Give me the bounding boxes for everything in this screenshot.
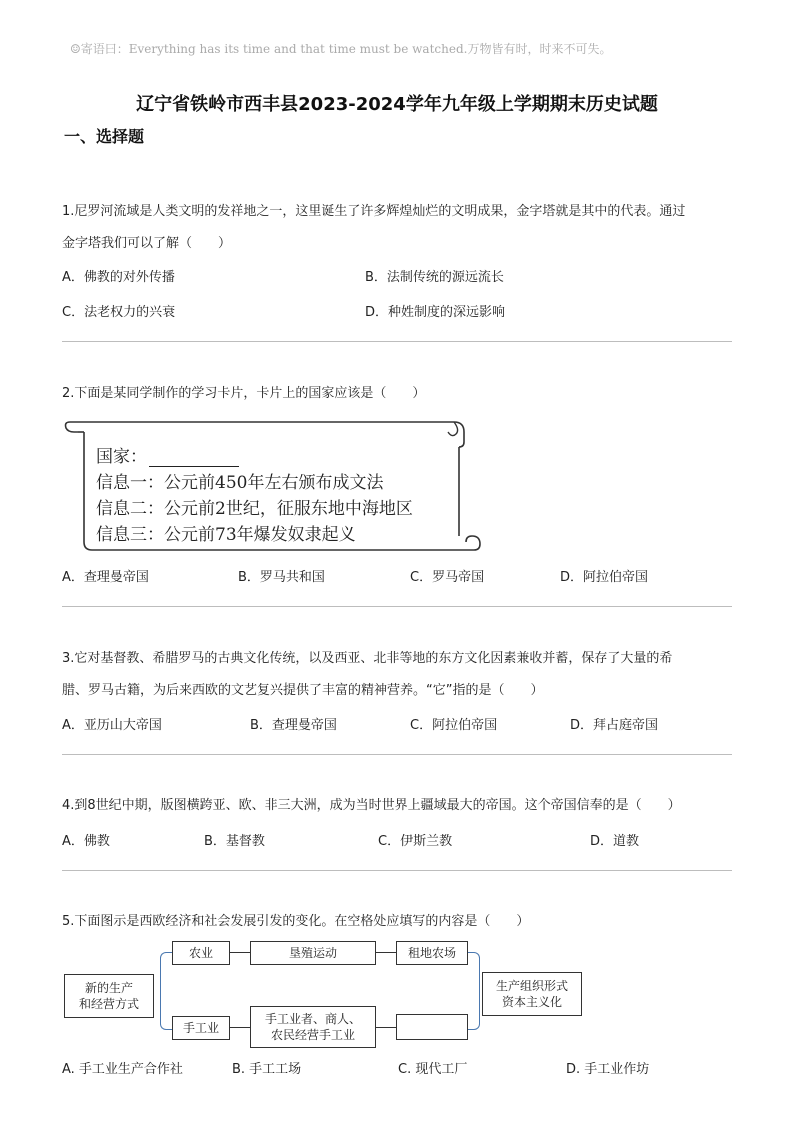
diagram-blank-box[interactable] <box>396 1014 468 1040</box>
q5-option-b[interactable]: B. 手工工场 <box>232 1062 302 1077</box>
divider <box>62 341 732 342</box>
card-country-row <box>96 442 239 467</box>
q5-option-c[interactable]: C. 现代工厂 <box>398 1062 468 1077</box>
q2-option-c[interactable]: C．罗马帝国 <box>410 570 485 585</box>
diagram-agri-box: 农业 <box>172 941 230 965</box>
q1-option-a[interactable]: A．佛教的对外传播 <box>62 270 175 285</box>
question-3-stem <box>62 643 742 707</box>
question-4-stem <box>62 790 742 822</box>
card-country-label: 国家： <box>96 447 147 467</box>
card-info-1: 信息一：公元前450年左右颁布成文法 <box>96 473 384 493</box>
diagram-craft-box: 手工业 <box>172 1016 230 1040</box>
connector <box>376 952 396 953</box>
left-bracket <box>160 952 172 1030</box>
question-1-line2: 金字塔我们可以了解（ ） <box>62 236 232 251</box>
q4-option-d[interactable]: D．道教 <box>590 834 640 849</box>
divider <box>62 870 732 871</box>
question-3-line2: 腊、罗马古籍，为后来西欧的文艺复兴提供了丰富的精神营养。“它”指的是（ ） <box>62 683 544 698</box>
q4-option-b[interactable]: B．基督教 <box>204 834 265 849</box>
q2-option-a[interactable]: A．查理曼帝国 <box>62 570 149 585</box>
card-country-blank <box>149 465 239 467</box>
q1-option-d[interactable]: D．种姓制度的深远影响 <box>365 305 506 320</box>
question-5-line1: 5.下面图示是西欧经济和社会发展引发的变化。在空格处应填写的内容是（ ） <box>62 914 530 929</box>
card-info-2: 信息二：公元前2世纪，征服东地中海地区 <box>96 499 413 519</box>
question-5-stem <box>62 906 742 938</box>
divider <box>62 754 732 755</box>
diagram-lease-box: 租地农场 <box>396 941 468 965</box>
question-2-stem <box>62 378 742 410</box>
diagram-people-box: 手工业者、商人、 农民经营手工业 <box>250 1006 376 1048</box>
q1-option-c[interactable]: C．法老权力的兴衰 <box>62 305 176 320</box>
question-2-line1: 2.下面是某同学制作的学习卡片，卡片上的国家应该是（ ） <box>62 386 426 401</box>
question-1-stem <box>62 196 742 260</box>
connector <box>230 1027 250 1028</box>
diagram-right-box: 生产组织形式 资本主义化 <box>482 972 582 1016</box>
question-1-line1: 1.尼罗河流域是人类文明的发祥地之一，这里诞生了许多辉煌灿烂的文明成果，金字塔就是其中的代表。通过 <box>62 204 686 219</box>
q5-option-a[interactable]: A. 手工业生产合作社 <box>62 1062 183 1077</box>
q3-option-b[interactable]: B．查理曼帝国 <box>250 718 337 733</box>
card-info-3: 信息三：公元前73年爆发奴隶起义 <box>96 525 356 545</box>
q4-option-a[interactable]: A．佛教 <box>62 834 110 849</box>
q2-option-d[interactable]: D．阿拉伯帝国 <box>560 570 649 585</box>
q1-option-b[interactable]: B．法制传统的源远流长 <box>365 270 504 285</box>
connector <box>230 952 250 953</box>
q3-option-c[interactable]: C．阿拉伯帝国 <box>410 718 498 733</box>
watermark: ☺寄语曰：Everything has its time and that time must be watched.万物皆有时，时来不可失。 <box>70 42 612 56</box>
right-bracket <box>468 952 480 1030</box>
q5-option-d[interactable]: D. 手工业作坊 <box>566 1062 650 1077</box>
question-4-line1: 4.到8世纪中期，版图横跨亚、欧、非三大洲，成为当时世界上疆域最大的帝国。这个帝国信奉的是（ ） <box>62 798 681 813</box>
question-3-line1: 3.它对基督教、希腊罗马的古典文化传统，以及西亚、北非等地的东方文化因素兼收并蓄，保存了大量的希 <box>62 651 673 666</box>
study-card-scroll <box>64 412 482 554</box>
divider <box>62 606 732 607</box>
q4-option-c[interactable]: C．伊斯兰教 <box>378 834 453 849</box>
page-title: 辽宁省铁岭市西丰县2023-2024学年九年级上学期期末历史试题 <box>136 94 658 115</box>
q3-option-a[interactable]: A．亚历山大帝国 <box>62 718 162 733</box>
q2-option-b[interactable]: B．罗马共和国 <box>238 570 325 585</box>
section-title: 一、选择题 <box>64 127 145 146</box>
connector <box>376 1027 396 1028</box>
diagram-left-box: 新的生产 和经营方式 <box>64 974 154 1018</box>
diagram-reclaim-box: 垦殖运动 <box>250 941 376 965</box>
q3-option-d[interactable]: D．拜占庭帝国 <box>570 718 659 733</box>
